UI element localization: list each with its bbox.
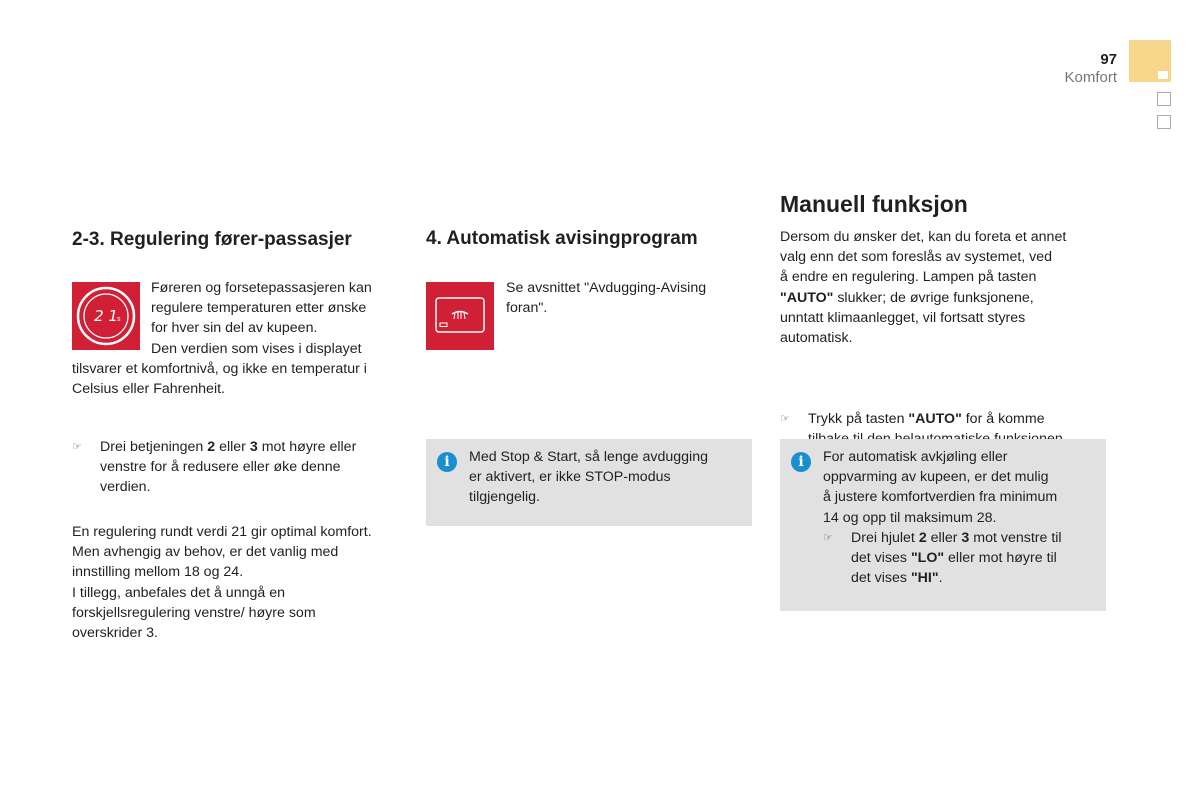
section-tab-box-1	[1157, 92, 1171, 106]
section-tab-marker	[1158, 71, 1168, 79]
info-icon: i	[791, 452, 811, 472]
pointing-hand-icon: ☞	[72, 441, 82, 453]
heading-auto-defrost: 4. Automatisk avisingprogram	[426, 228, 698, 249]
heading-driver-passenger: 2-3. Regulering fører-passasjer	[72, 229, 352, 250]
section-title: Komfort	[1064, 69, 1117, 86]
page-number: 97	[1100, 51, 1117, 68]
auto-comfort-note-text: For automatisk avkjøling eller oppvarming av kupeen, er det mulig å justere komfortverdien fra minimum 14 og opp til maksimum 28.	[823, 449, 1058, 526]
pointing-hand-icon: ☞	[780, 412, 790, 425]
intro-text-indented: Føreren og forsetepassasjeren kan regulere temperaturen etter ønske for hver sin del av kupeen. Den verdien som vises i displayet	[151, 280, 372, 357]
bullet-turn-wheel: ☞ Drei hjulet 2 eller 3 mot venstre til det vises "LO" eller mot høyre til det vises "HI".	[823, 530, 1062, 587]
stop-start-note-text: Med Stop & Start, så lenge avdugging er aktivert, er ikke STOP-modus tilgjengelig.	[469, 449, 708, 506]
defrost-reference-text: Se avsnittet "Avdugging-Avising foran".	[506, 280, 707, 317]
stop-start-note	[426, 439, 752, 526]
bullet-press-auto: ☞ Trykk på tasten "AUTO" for å komme	[780, 409, 1138, 449]
svg-text:s: s	[117, 315, 121, 323]
svg-text:2 1: 2 1	[94, 307, 118, 325]
heading-manual-function: Manuell funksjon	[780, 191, 968, 217]
rear-defrost-icon	[426, 282, 494, 350]
pointing-hand-icon: ☞	[823, 532, 833, 544]
info-icon: i	[437, 452, 457, 472]
intro-text-full: tilsvarer et komfortnivå, og ikke en temperatur i Celsius eller Fahrenheit.	[72, 361, 367, 398]
auto-comfort-note	[780, 439, 1106, 611]
bullet-turn-control: ☞ Drei betjeningen 2 eller 3 mot høyre eller venstre for å redusere eller øke denne verdien.	[72, 439, 357, 496]
temperature-dial-icon	[72, 282, 140, 350]
comfort-recommendation-text: En regulering rundt verdi 21 gir optimal komfort. Men avhengig av behov, er det vanlig med innstilling mellom 18 og 24. I tillegg, anbefales det å unngå en forskjellsregulering venstre/ høyre som overskrider 3.	[72, 524, 372, 642]
manual-function-text: Dersom du ønsker det, kan du foreta et annet valg enn det som foreslås av systemet, ved å endre en regulering. Lampen på tasten "AUTO" slukker; de øvrige funksjonene, unntatt klimaanlegget, vil fortsatt styres automatisk.	[780, 229, 1067, 347]
section-tab-box-2	[1157, 115, 1171, 129]
